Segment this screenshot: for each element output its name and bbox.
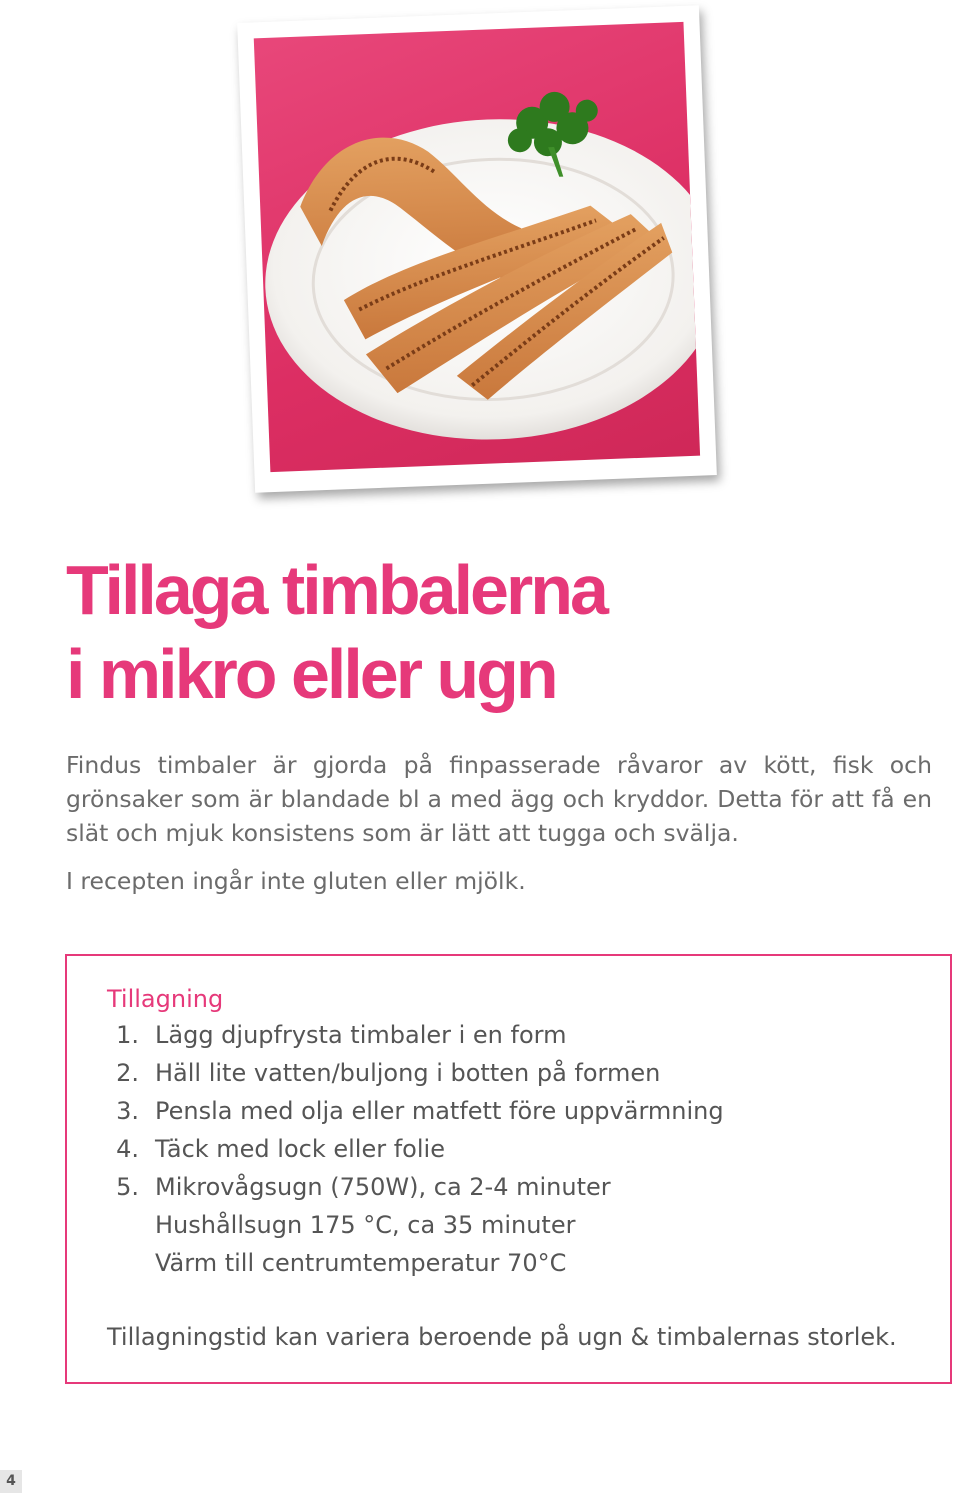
- step-number: 4.: [116, 1135, 139, 1163]
- step-number: 3.: [116, 1097, 139, 1125]
- step-item: [107, 1168, 724, 1282]
- title-line-2: i mikro eller ugn: [66, 635, 556, 713]
- timbale-photo: [254, 22, 700, 472]
- step-item: [107, 1054, 724, 1092]
- timbale-illustration: [254, 22, 700, 472]
- step-text: Lägg djupfrysta timbaler i en form: [155, 1021, 567, 1049]
- intro-paragraph-gluten: I recepten ingår inte gluten eller mjölk.: [66, 867, 526, 895]
- preparation-box: [65, 954, 952, 1384]
- step-text: Häll lite vatten/buljong i botten på formen: [155, 1059, 661, 1087]
- step-text-microwave: Mikrovågsugn (750W), ca 2-4 minuter: [155, 1173, 611, 1201]
- step-item: [107, 1130, 724, 1168]
- step-item: [107, 1092, 724, 1130]
- step-text: Täck med lock eller folie: [155, 1135, 445, 1163]
- title-line-1: Tillaga timbalerna: [66, 551, 606, 629]
- step-text-oven: Hushållsugn 175 °C, ca 35 minuter: [155, 1211, 576, 1239]
- food-photo-frame: [237, 5, 717, 492]
- step-number: 1.: [116, 1021, 139, 1049]
- step-text-core-temperature: Värm till centrumtemperatur 70°C: [155, 1249, 567, 1277]
- step-number: 5.: [116, 1173, 139, 1201]
- step-item: [107, 1016, 724, 1054]
- intro-paragraph: Findus timbaler är gjorda på finpasserade råvaror av kött, fisk och grönsaker som är blandade bl a med ägg och kryddor. Detta för att få en slät och mjuk konsistens som är lätt att tugga och svälja.: [66, 751, 932, 847]
- preparation-heading: Tillagning: [107, 985, 224, 1013]
- page-number: 4: [0, 1470, 22, 1493]
- preparation-steps: [107, 1016, 724, 1282]
- intro-text: [66, 748, 932, 898]
- page-title: [66, 548, 606, 716]
- step-text: Pensla med olja eller matfett före uppvärmning: [155, 1097, 724, 1125]
- cooking-time-note: Tillagningstid kan variera beroende på ugn & timbalernas storlek.: [107, 1323, 897, 1351]
- step-number: 2.: [116, 1059, 139, 1087]
